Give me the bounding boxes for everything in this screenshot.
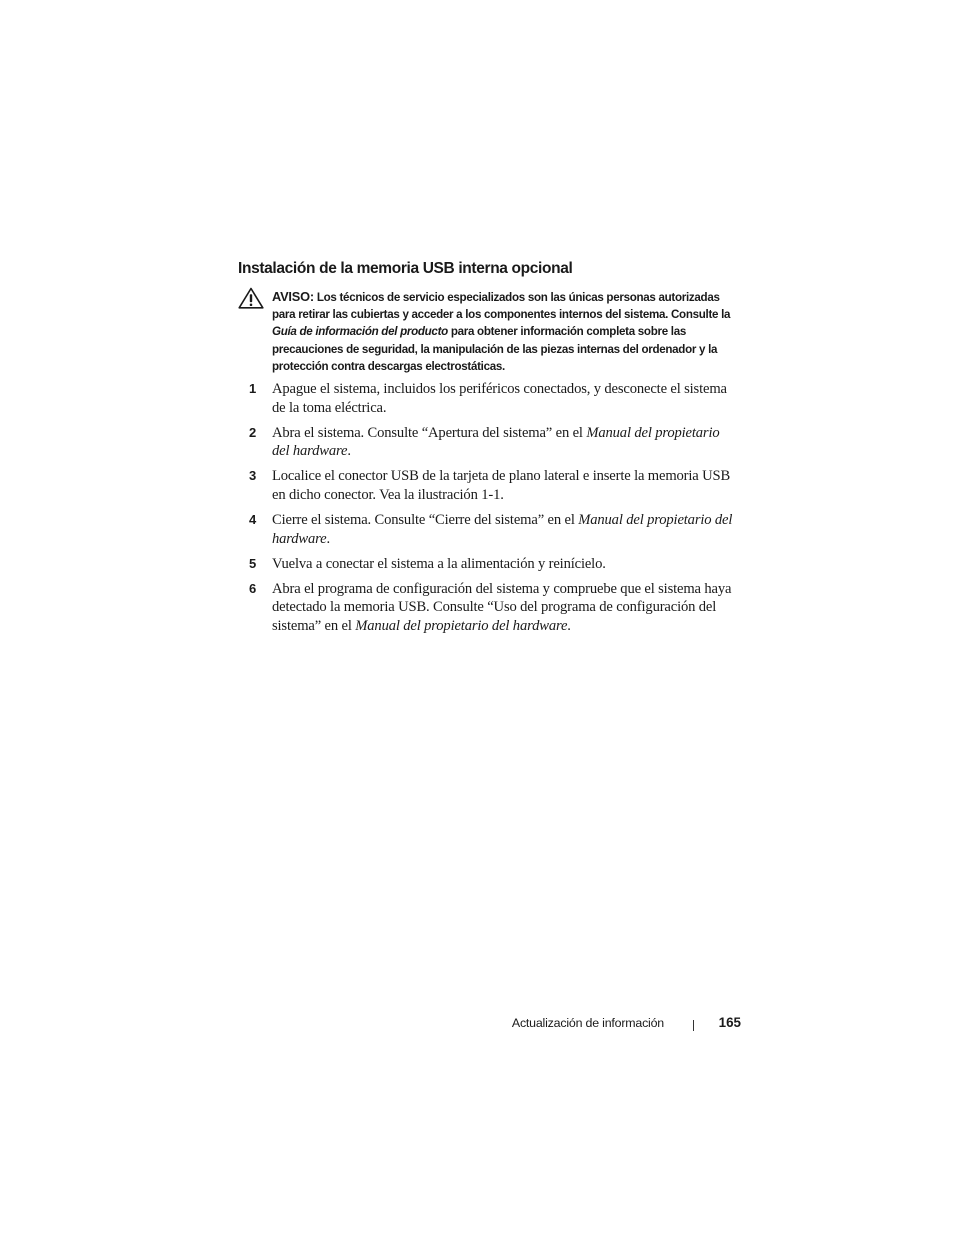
page-footer <box>0 1015 954 1035</box>
step-reference: Manual del propietario del hardware <box>272 512 733 547</box>
step-3 <box>238 467 738 504</box>
step-number: 2 <box>249 424 257 440</box>
step-suffix: . <box>347 443 351 460</box>
section-title: Instalación de la memoria USB interna opcional <box>238 260 573 277</box>
footer-section-name: Actualización de información <box>511 1016 664 1030</box>
warning-body-start: Los técnicos de servicio especializados son las únicas personas autorizadas para retirar las cubiertas y acceder a los componentes internos del sistema. Consulte la <box>272 291 731 322</box>
step-4 <box>238 511 738 548</box>
step-text: Cierre el sistema. Consulte “Cierre del sistema” en el <box>272 512 579 529</box>
step-text: Apague el sistema, incluidos los periféricos conectados, y desconecte el sistema de la toma eléctrica. <box>272 381 727 416</box>
footer-divider <box>693 1020 694 1031</box>
step-suffix: . <box>567 618 571 635</box>
step-reference: Manual del propietario del hardware <box>272 424 720 460</box>
step-number: 1 <box>249 381 257 396</box>
step-text: Abra el programa de configuración del sistema y compruebe que el sistema haya detectado la memoria USB. Consulte “Uso del programa de configuración del sistema” en el <box>272 580 732 635</box>
step-text: Abra el sistema. Consulte “Apertura del sistema” en el <box>272 424 587 441</box>
step-text: Localice el conector USB de la tarjeta de plano lateral e inserte la memoria USB en dicho conector. Vea la ilustración 1-1. <box>272 468 731 503</box>
warning-body-end: para obtener información completa sobre las precauciones de seguridad, la manipulación de las piezas internas del ordenador y la protección contra descargas electrostáticas. <box>272 325 718 373</box>
step-text: Vuelva a conectar el sistema a la alimentación y reinícielo. <box>272 555 606 572</box>
step-suffix: . <box>326 530 330 547</box>
step-number: 6 <box>249 580 257 596</box>
step-reference: Manual del propietario del hardware <box>355 618 568 635</box>
step-5 <box>238 555 738 574</box>
step-number: 5 <box>249 555 257 571</box>
step-number: 4 <box>249 512 257 528</box>
step-number: 3 <box>249 468 257 484</box>
step-6 <box>238 580 738 636</box>
installation-steps <box>238 380 738 642</box>
page-number: 165 <box>718 1015 741 1030</box>
warning-reference: Guía de información del producto <box>272 325 448 339</box>
step-2 <box>238 424 738 461</box>
warning-label: AVISO: <box>272 289 314 304</box>
warning-triangle-icon <box>238 287 264 309</box>
warning-text <box>272 288 734 375</box>
step-1 <box>238 380 738 417</box>
